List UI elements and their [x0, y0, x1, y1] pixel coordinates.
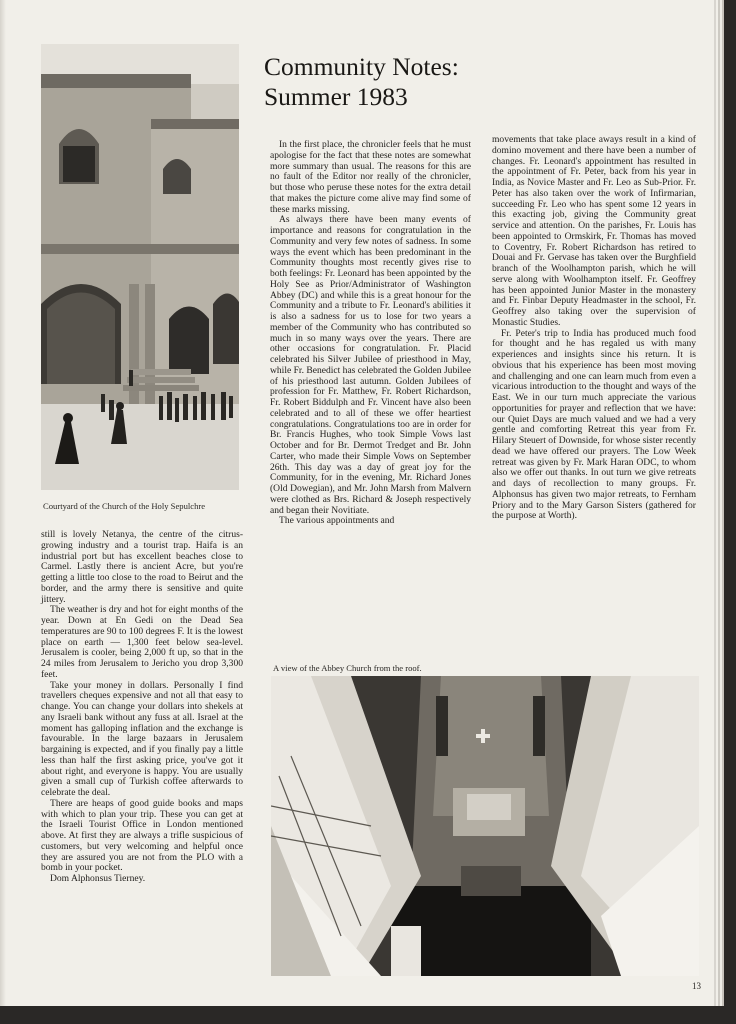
left-paragraph-3: Take your money in dollars. Personally I find travellers cheques expensive and not all that easy to change. You can change your dollars into shekels at any Israeli bank without any fuss at all. Israel at the moment has galloping inflation and the exchange is favourable. In the large bazaars in Jerusalem bargaining is expected, and if you finally pay a little less than half the first asking price, you've got it about right, and everyone is happy. You are usually given a small cup of Turkish coffee afterwards to celebrate the deal.	[41, 679, 243, 798]
page-binding-edge	[0, 0, 6, 1006]
page-number: 13	[692, 981, 701, 991]
photo-holy-sepulchre-courtyard	[41, 44, 239, 490]
title-line-1: Community Notes:	[264, 52, 459, 81]
author-signature: Dom Alphonsus Tierney.	[50, 873, 146, 884]
article-title	[264, 52, 564, 112]
middle-paragraph-3: The various appointments and	[279, 515, 395, 527]
left-paragraph-1: still is lovely Netanya, the centre of the citrus-growing industry and a tourist trap. Haifa is an industrial port but has excellent beaches close to Carmel. Lastly there is ancient Acre, but you're getting a little too close to the road to Beirut and the border, and the army there is sensitive and quite jittery.	[41, 529, 243, 605]
right-paragraph-2: Fr. Peter's trip to India has produced much food for thought and he has regaled us with many experiences and insights since his return. It is obvious that his experience has been most moving and challenging and one can learn much from even a vicarious introduction to the thought and ways of the East. We in our turn much appreciate the various opportunities for prayer and reflection that we have: our Quiet Days are much valued and we had a very gentle and comforting Retreat this year from Fr. Hilary Steuert of Downside, for whose sister recently dead we have offered our prayers. The Low Week retreat was given by Fr. Mark Haran ODC, to whom also we offer out thanks. In out turn we give retreats and days of recollection to many groups. Fr. Alphonsus has given two major retreats, to Fernham Priory and to the Mary Garson Sisters (gathered for the purpose at Worth).	[492, 327, 696, 522]
left-paragraph-4: There are heaps of good guide books and maps with which to plan your trip. These you can get at the Israeli Tourist Office in London mentioned above. At first they are always a trifle suspicious of customers, but very welcoming and helpful once they are assured you are not from the PLO with a bomb in your pocket.	[41, 797, 243, 874]
right-paragraph-1: movements that take place aways result in a kind of domino movement and there have been a number of changes. Fr. Leonard's appointment has resulted in the appointment of Fr. Peter, back from his year in India, as Novice Master and Fr. Leo as Sub-Prior. Fr. Peter has also taken over the work of Infirmarian, succeeding Fr. Leo who has spent some 12 years in this exacting job, giving the Community great service and attention. On the parishes, Fr. Louis has been appointed to Ormskirk, Fr. Thomas has moved to Coventry, Fr. Robert Richardson has retired to Douai and Fr. Gervase has taken over the Burghfield branch of the Woolhampton parish, which he will serve along with Woolhampton itself. Fr. Geoffrey has been appointed Junior Master in the monastery and Fr. Finbar Deputy Headmaster in the school, Fr. Geoffrey also taking over the supervision of Monastic Studies.	[492, 134, 696, 328]
text-column-left	[41, 530, 243, 885]
text-column-middle	[270, 140, 471, 527]
middle-paragraph-1: In the first place, the chronicler feels that he must apologise for the fact that these notes are somewhat more summary than usual. The reasons for this are no fault of the Editor nor really of the chronicler, but those who peruse these notes for the extra detail that makes the picture come alive may find some of these marks missing.	[270, 139, 471, 215]
left-paragraph-2: The weather is dry and hot for eight months of the year. Down at En Gedi on the Dead Sea temperatures are 90 to 100 degrees F. It is the lowest place on earth — 1,300 feet below sea-level. Jerusalem is cooler, being 2,000 ft up, so that in the 24 miles from Jerusalem to Jericho you drop 3,300 feet.	[41, 604, 243, 680]
middle-paragraph-2: As always there have been many events of importance and reasons for congratulation in the Community and very few notes of sadness. In some ways the event which has been predominant in the Community thoughts most recently gives rise to both feelings: Fr. Leonard has been appointed by the Holy See as Prior/Administrator of Washington Abbey (DC) and while this is a great honour for the Community and a tribute to Fr. Leonard's abilities it is also a sadness for us to lose for two years a member of the Community who has contributed so much in so many ways over the years. There are other occasions for congratulation. Fr. Placid celebrated his Silver Jubilee of priesthood in May, while Fr. Benedict has celebrated the Golden Jubilee of his priesthood last autumn. Golden Jubilees of profession for Fr. Matthew, Fr. Robert Richardson, Fr. Robert Biddulph and Fr. Vincent have also been celebrated and to all of these we offer heartiest congratulations. Congratulations too are in order for Br. Francis Hughes, who took Simple Vows last October and for Br. Dermot Tredget and Br. John Carter, who made their Simple Vows on September 26th. This day was a day of great joy for the Community, for in the evening, Mr. Richard Jones (Old Dowegian), and Mr. John Marsh from Malvern were clothed as Brs. Richard & Joseph respectively and began their Novitiate.	[270, 214, 471, 516]
caption-bottom-photo: A view of the Abbey Church from the roof.	[273, 663, 422, 673]
text-column-right	[492, 135, 696, 522]
title-line-2: Summer 1983	[264, 82, 408, 111]
photo-abbey-church-from-roof	[271, 676, 699, 976]
caption-top-photo: Courtyard of the Church of the Holy Sepulchre	[43, 501, 206, 511]
